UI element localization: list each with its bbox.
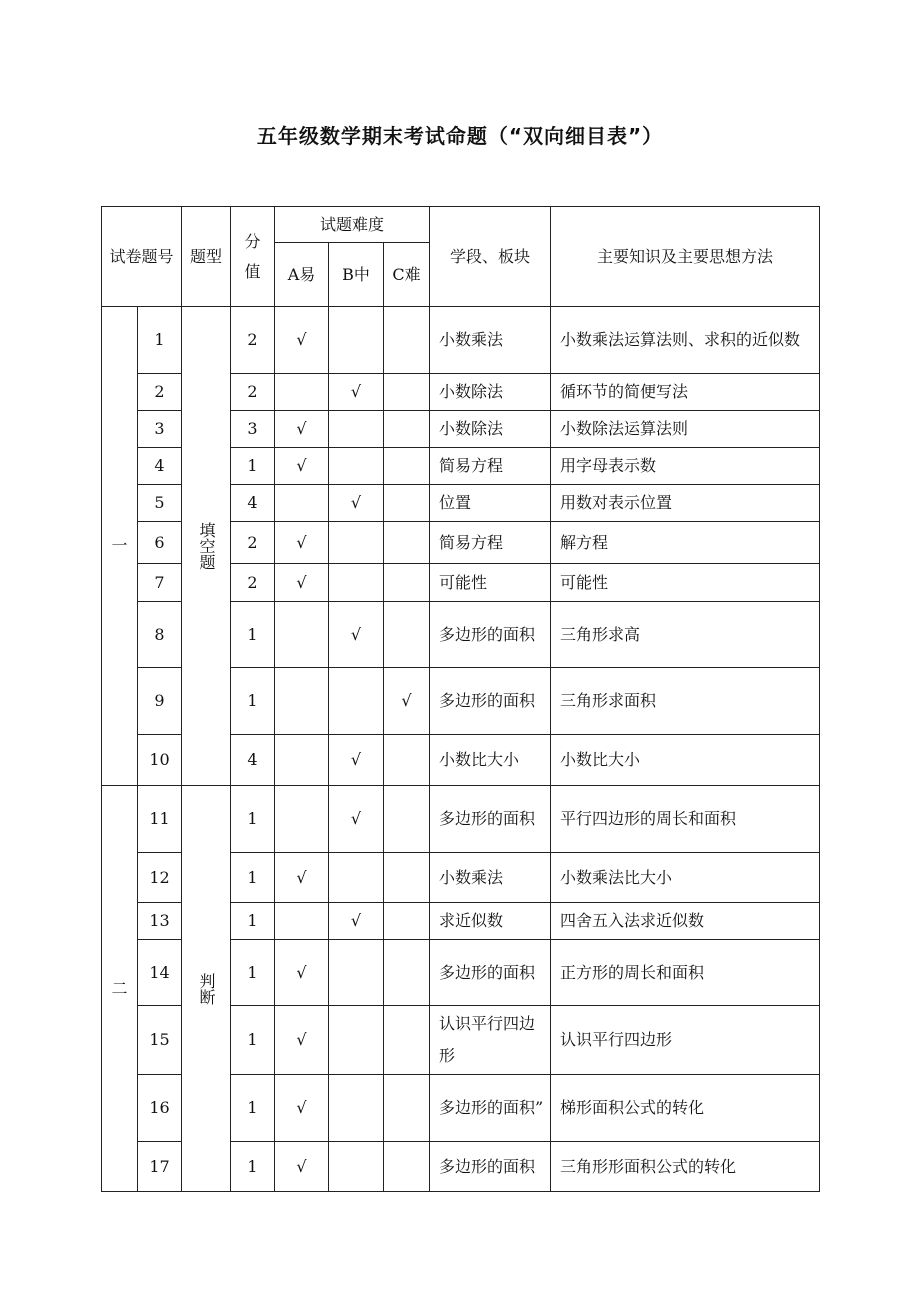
item-number: 9 (138, 668, 182, 735)
difficulty-b-mark (329, 1075, 384, 1142)
item-number: 2 (138, 374, 182, 411)
section-cell: 多边形的面积” (430, 1075, 551, 1142)
section-cell: 多边形的面积 (430, 786, 551, 853)
section-cell: 小数除法 (430, 411, 551, 448)
difficulty-a-mark (275, 602, 329, 668)
knowledge-cell: 小数比大小 (551, 735, 820, 786)
difficulty-a-mark (275, 735, 329, 786)
difficulty-a-mark: √ (275, 564, 329, 602)
difficulty-b-mark (329, 307, 384, 374)
knowledge-cell: 正方形的周长和面积 (551, 940, 820, 1006)
difficulty-a-mark: √ (275, 411, 329, 448)
item-number: 8 (138, 602, 182, 668)
item-number: 15 (138, 1006, 182, 1075)
score-cell: 1 (231, 448, 275, 485)
section-cell: 多边形的面积 (430, 940, 551, 1006)
question-type: 填空题 (182, 307, 231, 786)
header-section: 学段、板块 (430, 207, 551, 307)
item-number: 16 (138, 1075, 182, 1142)
group-number: 二 (102, 786, 138, 1192)
section-cell: 小数比大小 (430, 735, 551, 786)
difficulty-c-mark: √ (384, 668, 430, 735)
difficulty-b-mark (329, 853, 384, 903)
item-number: 6 (138, 522, 182, 564)
item-number: 17 (138, 1142, 182, 1192)
item-number: 5 (138, 485, 182, 522)
difficulty-b-mark: √ (329, 786, 384, 853)
spec-table (101, 206, 820, 1192)
score-cell: 1 (231, 853, 275, 903)
score-cell: 1 (231, 786, 275, 853)
score-cell: 2 (231, 522, 275, 564)
knowledge-cell: 认识平行四边形 (551, 1006, 820, 1075)
item-number: 1 (138, 307, 182, 374)
difficulty-c-mark (384, 1006, 430, 1075)
score-cell: 2 (231, 564, 275, 602)
difficulty-c-mark (384, 1075, 430, 1142)
item-number: 13 (138, 903, 182, 940)
section-cell: 多边形的面积 (430, 668, 551, 735)
difficulty-c-mark (384, 602, 430, 668)
item-number: 11 (138, 786, 182, 853)
section-cell: 小数乘法 (430, 853, 551, 903)
difficulty-a-mark: √ (275, 853, 329, 903)
question-type: 判断 (182, 786, 231, 1192)
difficulty-a-mark: √ (275, 1006, 329, 1075)
knowledge-cell: 三角形求高 (551, 602, 820, 668)
score-cell: 2 (231, 374, 275, 411)
header-knowledge: 主要知识及主要思想方法 (551, 207, 820, 307)
header-diff-b: B中 (329, 243, 384, 307)
score-cell: 1 (231, 668, 275, 735)
difficulty-b-mark (329, 940, 384, 1006)
score-cell: 1 (231, 903, 275, 940)
difficulty-c-mark (384, 411, 430, 448)
knowledge-cell: 小数乘法运算法则、求积的近似数 (551, 307, 820, 374)
knowledge-cell: 四舍五入法求近似数 (551, 903, 820, 940)
section-cell: 位置 (430, 485, 551, 522)
difficulty-a-mark: √ (275, 940, 329, 1006)
item-number: 12 (138, 853, 182, 903)
difficulty-c-mark (384, 853, 430, 903)
difficulty-a-mark (275, 374, 329, 411)
knowledge-cell: 解方程 (551, 522, 820, 564)
difficulty-a-mark: √ (275, 1142, 329, 1192)
section-cell: 可能性 (430, 564, 551, 602)
difficulty-a-mark (275, 786, 329, 853)
difficulty-c-mark (384, 522, 430, 564)
header-difficulty: 试题难度 (275, 207, 430, 243)
knowledge-cell: 梯形面积公式的转化 (551, 1075, 820, 1142)
section-cell: 认识平行四边形 (430, 1006, 551, 1075)
section-cell: 小数乘法 (430, 307, 551, 374)
difficulty-c-mark (384, 1142, 430, 1192)
knowledge-cell: 可能性 (551, 564, 820, 602)
knowledge-cell: 小数乘法比大小 (551, 853, 820, 903)
difficulty-a-mark (275, 903, 329, 940)
difficulty-b-mark (329, 668, 384, 735)
knowledge-cell: 平行四边形的周长和面积 (551, 786, 820, 853)
difficulty-b-mark: √ (329, 374, 384, 411)
score-cell: 1 (231, 1142, 275, 1192)
table-row (102, 786, 820, 853)
header-score: 分值 (231, 207, 275, 307)
group-number: 一 (102, 307, 138, 786)
score-cell: 1 (231, 1075, 275, 1142)
difficulty-a-mark (275, 485, 329, 522)
score-cell: 4 (231, 485, 275, 522)
section-cell: 简易方程 (430, 448, 551, 485)
difficulty-c-mark (384, 940, 430, 1006)
table-row (102, 307, 820, 374)
item-number: 14 (138, 940, 182, 1006)
knowledge-cell: 用字母表示数 (551, 448, 820, 485)
section-cell: 多边形的面积 (430, 1142, 551, 1192)
difficulty-b-mark (329, 1006, 384, 1075)
difficulty-a-mark: √ (275, 1075, 329, 1142)
score-cell: 4 (231, 735, 275, 786)
knowledge-cell: 三角形形面积公式的转化 (551, 1142, 820, 1192)
item-number: 7 (138, 564, 182, 602)
knowledge-cell: 小数除法运算法则 (551, 411, 820, 448)
difficulty-c-mark (384, 448, 430, 485)
difficulty-b-mark (329, 411, 384, 448)
score-cell: 1 (231, 602, 275, 668)
difficulty-c-mark (384, 564, 430, 602)
difficulty-b-mark (329, 522, 384, 564)
score-cell: 2 (231, 307, 275, 374)
knowledge-cell: 三角形求面积 (551, 668, 820, 735)
score-cell: 1 (231, 940, 275, 1006)
difficulty-c-mark (384, 735, 430, 786)
knowledge-cell: 循环节的简便写法 (551, 374, 820, 411)
header-type: 题型 (182, 207, 231, 307)
section-cell: 求近似数 (430, 903, 551, 940)
difficulty-b-mark (329, 1142, 384, 1192)
difficulty-b-mark: √ (329, 602, 384, 668)
difficulty-c-mark (384, 786, 430, 853)
item-number: 4 (138, 448, 182, 485)
difficulty-b-mark (329, 448, 384, 485)
page-title: 五年级数学期末考试命题（“双向细目表”） (256, 124, 664, 148)
section-cell: 简易方程 (430, 522, 551, 564)
difficulty-c-mark (384, 307, 430, 374)
difficulty-a-mark: √ (275, 448, 329, 485)
score-cell: 3 (231, 411, 275, 448)
difficulty-a-mark: √ (275, 522, 329, 564)
difficulty-a-mark (275, 668, 329, 735)
difficulty-a-mark: √ (275, 307, 329, 374)
difficulty-b-mark: √ (329, 735, 384, 786)
difficulty-c-mark (384, 903, 430, 940)
difficulty-b-mark: √ (329, 485, 384, 522)
section-cell: 小数除法 (430, 374, 551, 411)
section-cell: 多边形的面积 (430, 602, 551, 668)
header-item-no: 试卷题号 (102, 207, 182, 307)
difficulty-c-mark (384, 485, 430, 522)
difficulty-c-mark (384, 374, 430, 411)
item-number: 10 (138, 735, 182, 786)
difficulty-b-mark: √ (329, 903, 384, 940)
item-number: 3 (138, 411, 182, 448)
knowledge-cell: 用数对表示位置 (551, 485, 820, 522)
score-cell: 1 (231, 1006, 275, 1075)
header-diff-c: C难 (384, 243, 430, 307)
difficulty-b-mark (329, 564, 384, 602)
header-diff-a: A易 (275, 243, 329, 307)
